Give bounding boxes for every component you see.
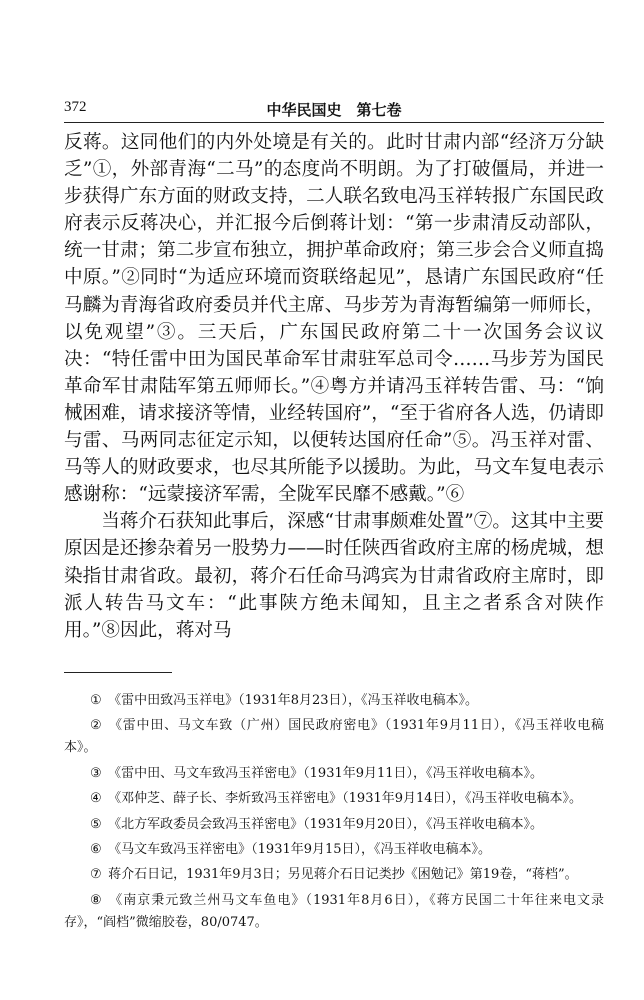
footnote-mark: ② — [90, 718, 103, 734]
running-title: 中华民国史 第七卷 — [266, 101, 402, 119]
footnote-1 — [64, 690, 604, 712]
footnotes — [64, 690, 604, 937]
footnote-mark: ⑥ — [90, 841, 102, 857]
header-rule — [64, 122, 604, 123]
footnote-text: 《雷中田、马文车致（广州）国民政府密电》（1931年9月11日），《冯玉祥收电稿本》。 — [64, 718, 604, 756]
page-header — [64, 99, 604, 121]
footnote-6 — [64, 839, 604, 861]
footnote-mark: ⑦ — [90, 867, 102, 883]
footnote-text: 《马文车致冯玉祥密电》（1931年9月15日），《冯玉祥收电稿本》。 — [108, 841, 492, 857]
page-number: 372 — [64, 99, 87, 115]
footnote-5 — [64, 814, 604, 836]
footnote-8 — [64, 890, 604, 934]
footnote-7 — [64, 864, 604, 886]
footnote-mark: ⑧ — [90, 892, 103, 908]
footnote-mark: ③ — [90, 765, 102, 781]
footnote-2 — [64, 715, 604, 759]
body-paragraph-2: 当蒋介石获知此事后，深感“甘肃事颇难处置”⑦。这其中主要原因是还掺杂着另一股势力——时任陕西省政府主席的杨虎城，想染指甘肃省政。最初，蒋介石任命马鸿宾为甘肃省政府主席时，即派人转告马文车：“此事陕方绝未闻知，且主之者系含对陕作用。”⑧因此，蒋对马 — [64, 511, 604, 641]
body-paragraph-1: 反蒋。这同他们的内外处境是有关的。此时甘肃内部“经济万分缺乏”①，外部青海“二马”的态度尚不明朗。为了打破僵局，并进一步获得广东方面的财政支持，二人联名致电冯玉祥转报广东国民政府表示反蒋决心，并汇报今后倒蒋计划：“第一步肃清反动部队，统一甘肃；第二步宣布独立，拥护革命政府；第三步会合义师直捣中原。”②同时“为适应环境而资联络起见”，恳请广东国民政府“任马麟为青海省政府委员并代主席、马步芳为青海暂编第一师师长，以免观望”③。三天后，广东国民政府第二十一次国务会议议决：“特任雷中田为国民革命军甘肃驻军总司令……马步芳为国民革命军甘肃陆军第五师师长。”④粤方并请冯玉祥转告雷、马：“饷械困难，请求接济等情，业经转国府”，“至于省府各人选，仍请即与雷、马两同志征定示知，以便转达国府任命”⑤。冯玉祥对雷、马等人的财政要求，也尽其所能予以援助。为此，马文车复电表示感谢称：“远蒙接济军需，全陇军民靡不感戴。”⑥ — [64, 132, 604, 506]
footnote-text: 《雷中田、马文车致冯玉祥密电》（1931年9月11日），《冯玉祥收电稿本》。 — [108, 765, 544, 781]
footnote-text: 蒋介石日记，1931年9月3日；另见蒋介石日记类抄《困勉记》第19卷，“蒋档”。 — [108, 867, 578, 883]
footnote-3 — [64, 763, 604, 785]
footnote-text: 《雷中田致冯玉祥电》（1931年8月23日），《冯玉祥收电稿本》。 — [108, 693, 479, 708]
body-text — [64, 129, 604, 644]
footnote-text: 《南京秉元致兰州马文车鱼电》（1931年8月6日），《蒋方民国二十年往来电文录存》，“阎档”微缩胶卷，80/0747。 — [64, 892, 604, 930]
footnote-4 — [64, 788, 604, 810]
footnote-text: 《北方军政委员会致冯玉祥密电》（1931年9月20日），《冯玉祥收电稿本》。 — [108, 816, 544, 832]
footnote-mark: ④ — [90, 791, 102, 807]
footnote-mark: ⑤ — [90, 816, 102, 832]
footnote-rule — [64, 672, 172, 673]
footnote-mark: ① — [90, 693, 102, 708]
footnote-text: 《邓仲芝、薛子长、李炘致冯玉祥密电》（1931年9月14日），《冯玉祥收电稿本》。 — [108, 791, 583, 807]
